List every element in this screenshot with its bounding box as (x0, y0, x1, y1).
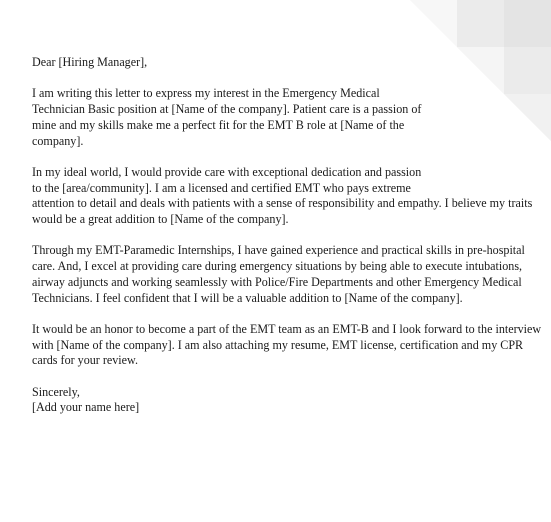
paragraph-line: care. And, I excel at providing care during emergency situations by being able to execute intubations, (32, 259, 523, 274)
paragraph-line: Technicians. I feel confident that I will be a valuable addition to [Name of the company]. (32, 290, 463, 305)
paragraph-line: attention to detail and deals with patients with a sense of responsibility and empathy. I believe my traits (32, 196, 533, 211)
paragraph-closing-remarks (32, 321, 542, 369)
paragraph-line: with [Name of the company]. I am also attaching my resume, EMT license, certification and my CPR (32, 337, 524, 352)
paragraph-line: airway adjuncts and working seamlessly with Police/Fire Departments and other Emergency Medical (32, 274, 522, 289)
paragraph-line: would be a great addition to [Name of the company]. (32, 212, 289, 226)
signature: [Add your name here] (32, 400, 140, 415)
paragraph-line: In my ideal world, I would provide care with exceptional dedication and passion (32, 164, 422, 179)
paragraph-line: I am writing this letter to express my interest in the Emergency Medical (32, 86, 380, 101)
paragraph-experience (32, 243, 532, 306)
paragraph-line: to the [area/community]. I am a licensed and certified EMT who pays extreme (32, 180, 411, 195)
paragraph-line: cards for your review. (32, 353, 138, 368)
paragraph-line: It would be an honor to become a part of the EMT team as an EMT-B and I look forward to the interview (32, 321, 542, 336)
greeting: Dear [Hiring Manager], (32, 55, 148, 69)
paragraph-line: company]. (32, 133, 84, 148)
closing: Sincerely, (32, 384, 80, 399)
paragraph-line: mine and my skills make me a perfect fit for the EMT B role at [Name of the (32, 117, 405, 132)
paragraph-interest (32, 86, 532, 149)
paragraph-line: Through my EMT-Paramedic Internships, I have gained experience and practical skills in pre-hospital (32, 243, 525, 258)
cover-letter (32, 55, 542, 416)
paragraph-ideal-world (32, 165, 532, 228)
paragraph-line: Technician Basic position at [Name of the company]. Patient care is a passion of (32, 102, 422, 117)
